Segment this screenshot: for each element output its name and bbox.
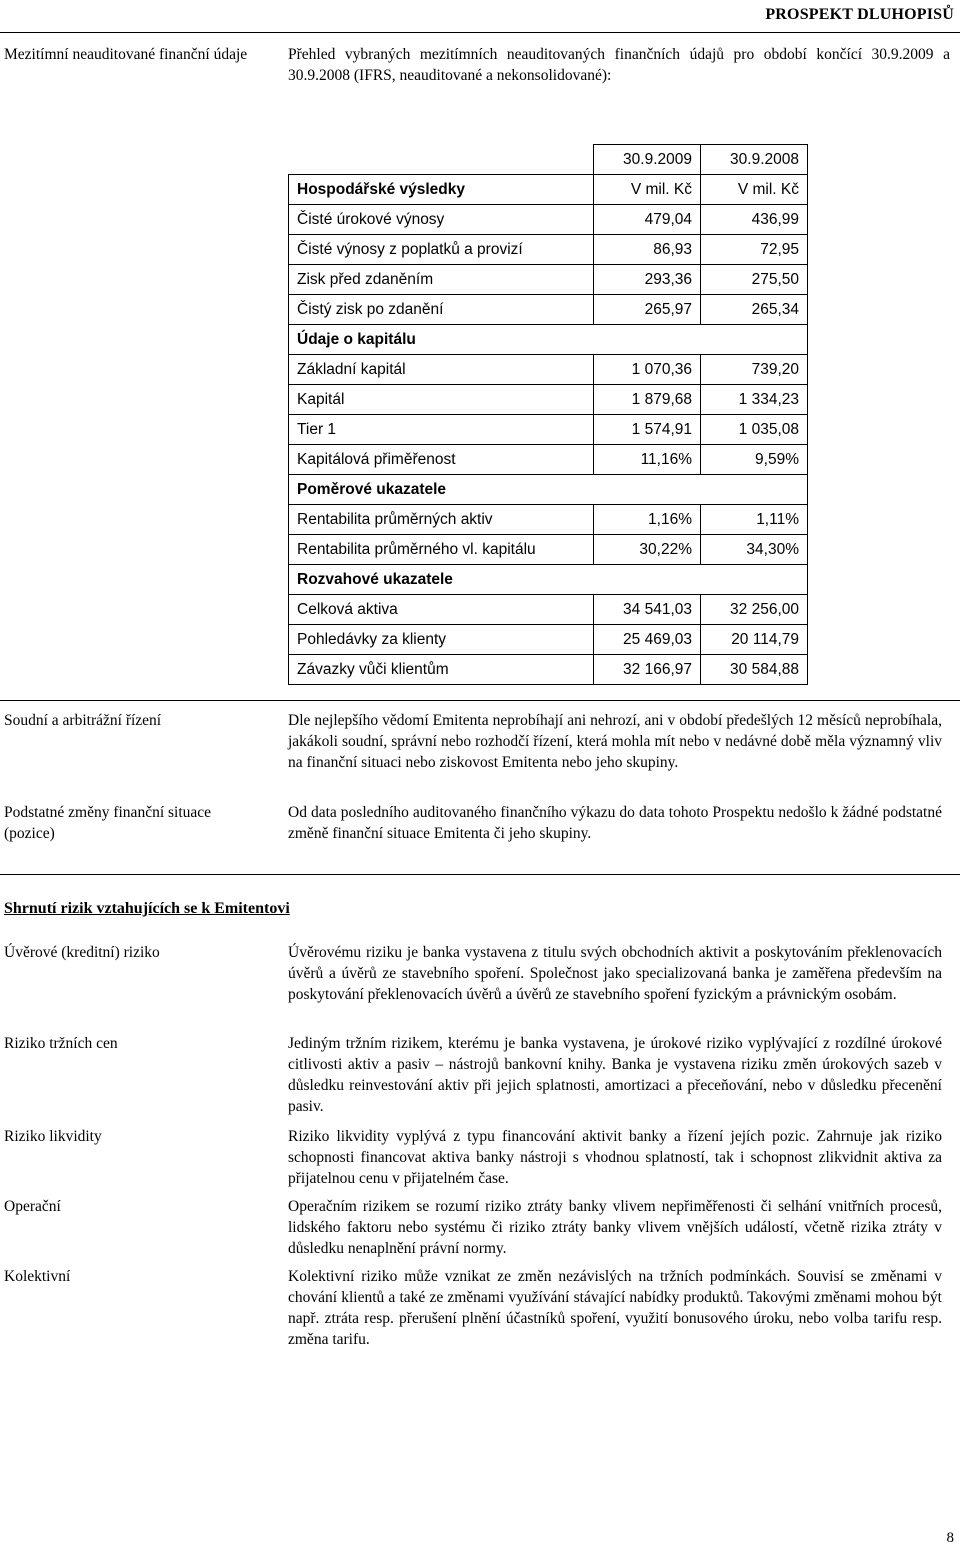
row-label: Rentabilita průměrných aktiv [289, 505, 594, 535]
risk-label-operational: Operační [4, 1198, 61, 1215]
value-2008: 34,30% [701, 535, 808, 565]
section-title: Rozvahové ukazatele [289, 565, 808, 595]
document-header: PROSPEKT DLUHOPISŮ [765, 6, 954, 23]
risk-label-market: Riziko tržních cen [4, 1035, 118, 1052]
risk-title: Shrnutí rizik vztahujících se k Emitentovi [4, 900, 290, 917]
table-row [289, 445, 808, 475]
value-2008: 1 035,08 [701, 415, 808, 445]
value-2008: 20 114,79 [701, 625, 808, 655]
value-2009: 479,04 [594, 205, 701, 235]
section-rule [0, 874, 960, 875]
value-2008: 9,59% [701, 445, 808, 475]
risk-text-credit: Úvěrovému riziku je banka vystavena z titulu svých obchodních aktivit a poskytováním překlenovacích úvěrů a úvěrů ze stavebního spoření. Společnost jako specializovaná banka je zaměřena především na poskytování překlenovacích úvěrů a úvěrů ze stavebního spoření fyzickým a právnickým osobám. [288, 944, 942, 1003]
value-2009: 34 541,03 [594, 595, 701, 625]
row-label: Kapitálová přiměřenost [289, 445, 594, 475]
section-rule [0, 700, 960, 701]
unit-2009: V mil. Kč [594, 175, 701, 205]
section-title: Hospodářské výsledky [289, 175, 594, 205]
table-row [289, 385, 808, 415]
value-2009: 1,16% [594, 505, 701, 535]
value-2008: 436,99 [701, 205, 808, 235]
table-row [289, 235, 808, 265]
table-row [289, 205, 808, 235]
intro-text: Přehled vybraných mezitímních neauditovaných finančních údajů pro období končící 30.9.2009 a 30.9.2008 (IFRS, neauditované a nekonsolidované): [288, 46, 950, 84]
legal-label: Soudní a arbitrážní řízení [4, 712, 162, 729]
column-date-2009: 30.9.2009 [594, 145, 701, 175]
table-row [289, 595, 808, 625]
risk-label-collective: Kolektivní [4, 1268, 71, 1285]
table-corner [289, 145, 594, 175]
column-date-2008: 30.9.2008 [701, 145, 808, 175]
value-2008: 1 334,23 [701, 385, 808, 415]
table-row [289, 625, 808, 655]
value-2009: 1 574,91 [594, 415, 701, 445]
value-2008: 275,50 [701, 265, 808, 295]
changes-text: Od data posledního auditovaného finančního výkazu do data tohoto Prospektu nedošlo k žádné podstatné změně finanční situace Emitenta či jeho skupiny. [288, 804, 942, 842]
value-2008: 265,34 [701, 295, 808, 325]
row-label: Celková aktiva [289, 595, 594, 625]
risk-text-operational: Operačním rizikem se rozumí riziko ztráty banky vlivem nepřiměřenosti či selhání vnitřních procesů, lidského faktoru nebo systému či riziko ztráty banky vlivem vnějších událostí, včetně rizika ztráty v důsledku nenaplnění právní normy. [288, 1198, 942, 1257]
value-2009: 265,97 [594, 295, 701, 325]
table-row [289, 415, 808, 445]
value-2009: 30,22% [594, 535, 701, 565]
legal-text: Dle nejlepšího vědomí Emitenta neprobíhají ani nehrozí, ani v období předešlých 12 měsíců neprobíhala, jakákoli soudní, správní nebo rozhodčí řízení, která mohla mít nebo v nedávné době měla významný vliv na finanční situaci nebo ziskovost Emitenta nebo jeho skupiny. [288, 712, 942, 771]
value-2008: 30 584,88 [701, 655, 808, 685]
value-2008: 1,11% [701, 505, 808, 535]
row-label: Rentabilita průměrného vl. kapitálu [289, 535, 594, 565]
changes-label: Podstatné změny finanční situace (pozice) [4, 804, 212, 842]
risk-text-market: Jediným tržním rizikem, kterému je banka vystavena, je úrokové riziko vyplývající z rozdílné úrokové citlivosti aktiv a pasiv – nástrojů bankovní knihy. Banka je vystavena riziku změn úrokových sazeb v důsledku reinvestování aktiv při jejich splatnosti, amortizaci a přeceňování, nebo v důsledku přecenění pasiv. [288, 1035, 942, 1115]
section-title: Údaje o kapitálu [289, 325, 808, 355]
value-2008: 72,95 [701, 235, 808, 265]
table-row [289, 535, 808, 565]
page-number: 8 [946, 1530, 954, 1546]
section-title: Poměrové ukazatele [289, 475, 808, 505]
row-label: Pohledávky za klienty [289, 625, 594, 655]
risk-label-credit: Úvěrové (kreditní) riziko [4, 944, 160, 961]
risk-text-collective: Kolektivní riziko může vznikat ze změn nezávislých na tržních podmínkách. Souvisí se změnami v chování klientů a také ze změnami využívání stávající nabídky produktů. Takovými změnami mohou být např. ztráta resp. přerušení plnění účastníků spoření, využití bonusového úroku, nebo volba tarifu resp. změna tarifu. [288, 1268, 942, 1348]
value-2009: 293,36 [594, 265, 701, 295]
value-2008: 739,20 [701, 355, 808, 385]
risk-text-liquidity: Riziko likvidity vyplývá z typu financování aktivit banky a řízení jejích pozic. Zahrnuje jak riziko schopnosti financovat aktiva banky nástroji s vhodnou splatností, tak i schopnost zlikvidnit aktiva za přijatelnou cenu v přijatelném čase. [288, 1128, 942, 1187]
row-label: Zisk před zdaněním [289, 265, 594, 295]
table-row [289, 505, 808, 535]
value-2009: 1 879,68 [594, 385, 701, 415]
row-label: Čisté úrokové výnosy [289, 205, 594, 235]
header-rule [0, 32, 960, 33]
value-2009: 1 070,36 [594, 355, 701, 385]
row-label: Čisté výnosy z poplatků a provizí [289, 235, 594, 265]
row-label: Kapitál [289, 385, 594, 415]
intro-label: Mezitímní neauditované finanční údaje [4, 46, 248, 63]
value-2009: 11,16% [594, 445, 701, 475]
table-row [289, 655, 808, 685]
row-label: Závazky vůči klientům [289, 655, 594, 685]
value-2009: 32 166,97 [594, 655, 701, 685]
value-2008: 32 256,00 [701, 595, 808, 625]
table-row [289, 355, 808, 385]
risk-label-liquidity: Riziko likvidity [4, 1128, 102, 1145]
table-row [289, 295, 808, 325]
value-2009: 25 469,03 [594, 625, 701, 655]
row-label: Čistý zisk po zdanění [289, 295, 594, 325]
value-2009: 86,93 [594, 235, 701, 265]
table-row [289, 265, 808, 295]
row-label: Tier 1 [289, 415, 594, 445]
row-label: Základní kapitál [289, 355, 594, 385]
unit-2008: V mil. Kč [701, 175, 808, 205]
financial-table [288, 144, 808, 685]
